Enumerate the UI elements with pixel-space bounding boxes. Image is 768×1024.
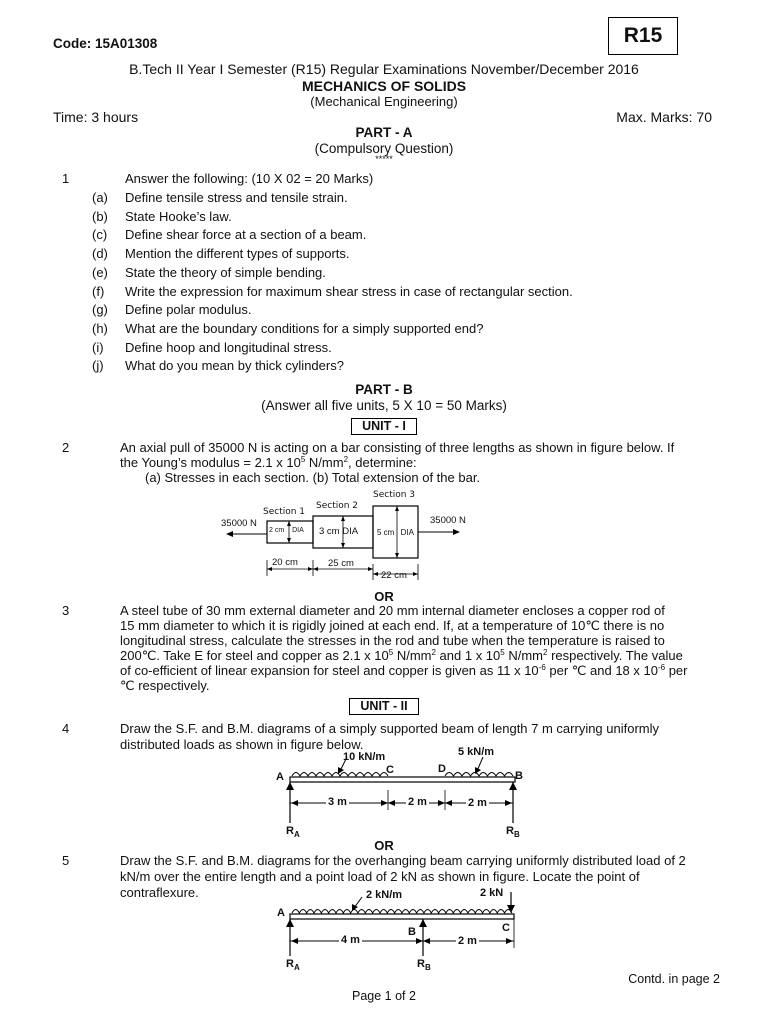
- part-a-title: PART - A: [355, 125, 413, 140]
- q2-line-3: (a) Stresses in each section. (b) Total extension of the bar.: [145, 470, 481, 485]
- point-a-label: A: [276, 771, 284, 783]
- point-d-label: D: [438, 763, 446, 775]
- question-number: 1: [62, 171, 70, 186]
- length-2-label: 25 cm: [328, 558, 354, 569]
- reaction-b-arrow: [419, 919, 427, 927]
- item-text: Mention the different types of supports.: [125, 246, 350, 262]
- udl-2-knm: [292, 910, 512, 914]
- reaction-a-label: $R_A$: [286, 825, 300, 839]
- q4-line-2: distributed loads as shown in figure below.: [120, 737, 364, 752]
- section-3-label: Section 3: [373, 490, 416, 500]
- stepped-bar-figure: [220, 488, 500, 584]
- reaction-b-label: $R_B$: [417, 958, 431, 972]
- item-text: What are the boundary conditions for a simply supported end?: [125, 320, 484, 336]
- q5-line-1: Draw the S.F. and B.M. diagrams for the overhanging beam carrying uniformly distributed load of 2: [120, 853, 686, 868]
- reaction-b-label: $R_B$: [506, 825, 520, 839]
- udl-5-knm: [445, 773, 513, 777]
- unit-2-label: UNIT - II: [349, 698, 418, 715]
- dim-4m-label: 4 m: [341, 934, 360, 946]
- section-2-label: Section 2: [316, 501, 359, 511]
- item-label: (g): [92, 302, 108, 318]
- item-text: Define polar modulus.: [125, 302, 252, 318]
- part-a-subtitle: (Compulsory Question): [314, 141, 454, 156]
- left-load-label: 35000 N: [221, 518, 257, 529]
- udl-2-label: 5 kN/m: [458, 746, 495, 758]
- item-label: (j): [92, 358, 104, 374]
- item-label: (a): [92, 190, 108, 205]
- point-load-arrow: [507, 905, 515, 913]
- q3-line-4: 200℃. Take E for steel and copper as 2.1 x $10^5$ $N/mm^2$ and 1 x $10^5$ $N/mm^2$ respectively. The value: [120, 648, 683, 663]
- part-a-instruction: Answer the following: (10 X 02 = 20 Marks): [125, 171, 374, 186]
- unit-1-heading: [0, 418, 768, 435]
- unit-1-label: UNIT - I: [351, 418, 417, 435]
- beam: [290, 777, 515, 782]
- reaction-b-arrow: [509, 782, 517, 790]
- point-a-label: A: [277, 907, 285, 919]
- item-label: (f): [92, 283, 105, 299]
- q3-line-2: 15 mm diameter to which it is rigidly joined at each end. If, at a temperature of 10℃ there is no: [120, 618, 665, 633]
- q3-line-3: longitudinal stress, calculate the stresses in the rod and tube when the temperature is raised to: [120, 633, 665, 648]
- dim-3m-label: 3 m: [328, 796, 347, 808]
- q3-line-6: ℃ respectively.: [120, 678, 210, 693]
- item-text: What do you mean by thick cylinders?: [125, 358, 344, 374]
- reaction-a-arrow: [286, 782, 294, 790]
- length-3-label: 22 cm: [381, 570, 407, 581]
- item-text: State Hooke’s law.: [125, 208, 232, 224]
- q5-line-3: contraflexure.: [120, 885, 199, 900]
- section-1-label: Section 1: [263, 507, 306, 517]
- page-number: Page 1 of 2: [352, 989, 416, 1003]
- udl-10-knm: [292, 773, 388, 777]
- question-number: 2: [62, 440, 70, 455]
- q2-line-1: An axial pull of 35000 N is acting on a bar consisting of three lengths as shown in figure below. If: [120, 440, 675, 455]
- item-label: (c): [92, 227, 108, 243]
- reaction-a-arrow: [286, 919, 294, 927]
- question-number: 4: [62, 721, 70, 736]
- stars-divider: *****: [375, 154, 393, 164]
- continued-note: Contd. in page 2: [628, 972, 720, 986]
- q2-line-2: the Young’s modulus = 2.1 x $10^5$ $N/mm^2$, determine:: [120, 455, 417, 470]
- subject-title: MECHANICS OF SOLIDS: [301, 78, 467, 94]
- length-1-label: 20 cm: [272, 557, 298, 568]
- q5-line-2: kN/m over the entire length and a point load of 2 kN as shown in figure. Locate the point of: [120, 869, 640, 884]
- question-number: 5: [62, 853, 70, 868]
- right-load-label: 35000 N: [430, 515, 466, 526]
- udl-1-label: 10 kN/m: [343, 751, 386, 763]
- dim-2m-label-2: 2 m: [468, 797, 487, 809]
- max-marks: Max. Marks: 70: [616, 109, 712, 125]
- dia-1-label: 2 cm DIA: [269, 527, 304, 534]
- item-text: Define hoop and longitudinal stress.: [125, 339, 332, 355]
- dia-2-label: 3 cm DIA: [319, 526, 359, 537]
- branch: (Mechanical Engineering): [310, 94, 458, 109]
- exam-title: B.Tech II Year I Semester (R15) Regular Examinations November/December 2016: [129, 61, 639, 77]
- item-text: Define tensile stress and tensile strain.: [125, 190, 348, 205]
- point-b-label: B: [408, 926, 416, 938]
- exam-time: Time: 3 hours: [53, 109, 139, 125]
- q4-line-1: Draw the S.F. and B.M. diagrams of a simply supported beam of length 7 m carrying uniformly: [120, 721, 660, 736]
- point-load-label: 2 kN: [480, 887, 504, 899]
- simply-supported-beam-figure: [270, 745, 530, 845]
- item-label: (e): [92, 264, 108, 280]
- q3-line-5: of co-efficient of linear expansion for steel and copper is given as 11 x $10^{-6}$ per ℃ and 18 x $10^{-6}$ per: [120, 663, 688, 678]
- dim-2m-label-1: 2 m: [408, 796, 427, 808]
- unit-2-heading: [0, 698, 768, 715]
- regulation-badge: R15: [608, 17, 678, 55]
- paper-code: Code: 15A01308: [53, 36, 158, 51]
- item-text: Define shear force at a section of a beam.: [125, 227, 367, 243]
- part-b-title: PART - B: [355, 382, 413, 397]
- left-load-arrow: [226, 531, 233, 537]
- point-c-label: C: [386, 764, 394, 776]
- part-b-subtitle: (Answer all five units, 5 X 10 = 50 Marks): [261, 398, 507, 413]
- item-label: (d): [92, 246, 108, 262]
- or-divider: OR: [374, 838, 394, 853]
- item-label: (b): [92, 208, 108, 224]
- point-b-label: B: [515, 770, 523, 782]
- udl-label: 2 kN/m: [366, 889, 403, 901]
- reaction-a-label: $R_A$: [286, 958, 300, 972]
- item-label: (i): [92, 339, 104, 355]
- point-c-label: C: [502, 922, 510, 934]
- dia-3-label: 5 cm DIA: [377, 528, 414, 537]
- q3-line-1: A steel tube of 30 mm external diameter and 20 mm internal diameter encloses a copper rod of: [120, 603, 665, 618]
- dim-2m-label: 2 m: [458, 935, 477, 947]
- or-divider: OR: [374, 589, 394, 604]
- question-number: 3: [62, 603, 70, 618]
- item-text: Write the expression for maximum shear stress in case of rectangular section.: [125, 283, 573, 299]
- right-load-arrow: [453, 529, 460, 535]
- beam: [290, 914, 514, 919]
- item-text: State the theory of simple bending.: [125, 264, 326, 280]
- item-label: (h): [92, 320, 108, 336]
